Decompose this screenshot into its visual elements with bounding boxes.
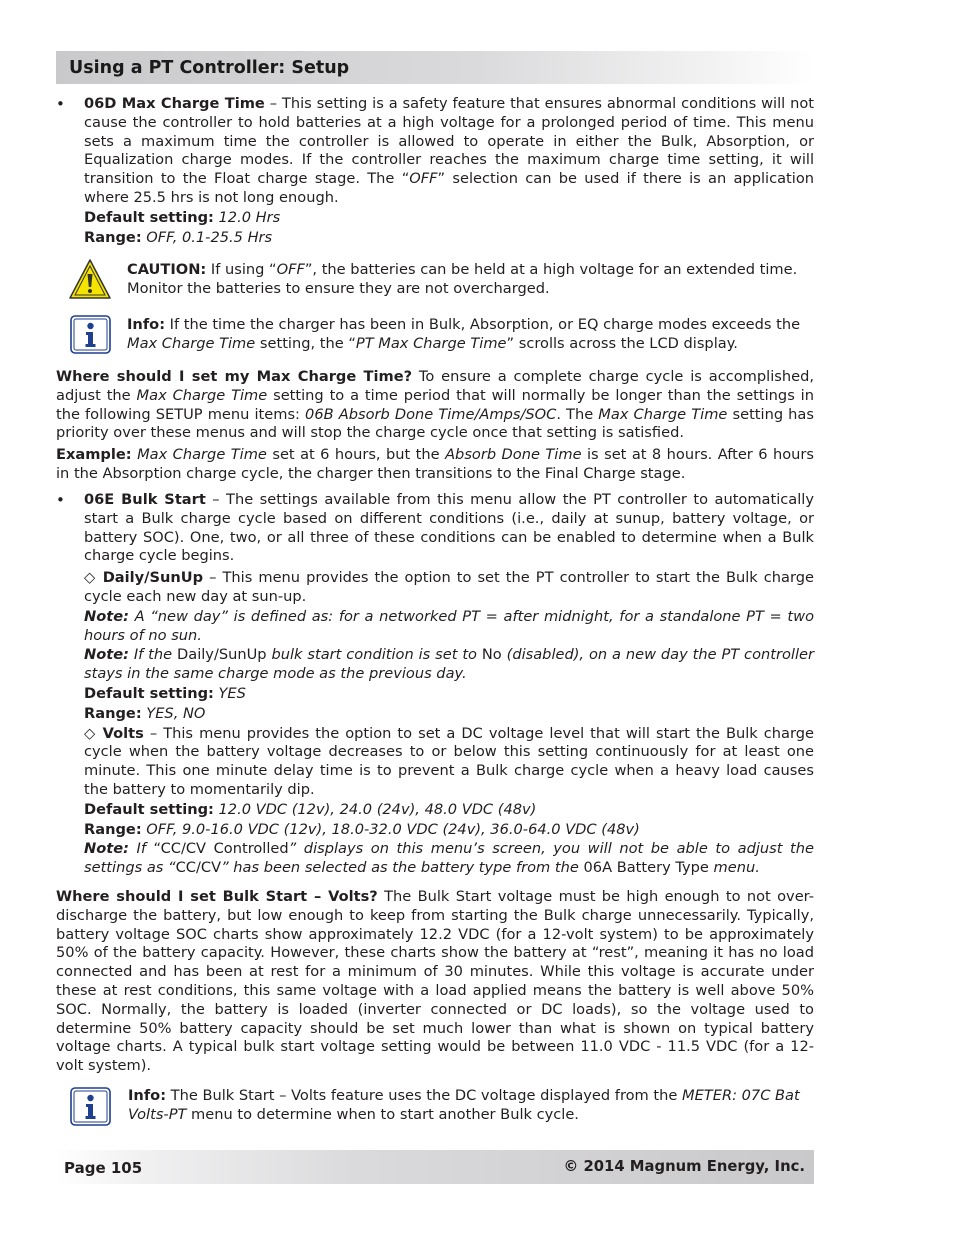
question-heading: Where should I set my Max Charge Time? bbox=[56, 368, 413, 385]
info-note-1: Info: If the time the charger has been in Bulk, Absorption, or EQ charge modes exceeds the Max Charge Time setting, the “PT Max Charge Time” scrolls across the LCD display. bbox=[127, 316, 801, 352]
sub-setting-name: Volts bbox=[102, 724, 144, 742]
range-value: OFF, 9.0-16.0 VDC (12v), 18.0-32.0 VDC (24v), 36.0-64.0 VDC (48v) bbox=[141, 820, 640, 838]
info-label: Info: bbox=[127, 316, 166, 333]
default-value: 12.0 Hrs bbox=[213, 208, 281, 226]
info-note-2: Info: The Bulk Start – Volts feature uses the DC voltage displayed from the METER: 07C Bat Volts-PT menu to determine when to start another Bulk cycle. bbox=[128, 1087, 800, 1123]
page-number: Page 105 bbox=[64, 1159, 143, 1177]
example-label: Example: bbox=[56, 446, 132, 464]
bulk-start-guidance: Where should I set Bulk Start – Volts? The Bulk Start voltage must be high enough to not over-discharge the battery, but low enough to keep from starting the Bulk charge unnecessarily. Typically, battery voltage SOC charts show approximately 12.2 VDC (for a 12-volt system) to be approximately 50% of the battery capacity. However, these charts show the battery at “rest”, meaning it has no load connected and has been at rest for a minimum of 30 minutes. While this voltage is accurate under these at rest conditions, this same voltage with a load applied means the battery is well above 50% SOC. Normally, the battery is loaded (inverter connected or DC loads), so the voltage used to determine 50% battery capacity should be set much lower than what is shown on typical battery voltage charts. A typical bulk start voltage setting would be between 11.0 VDC - 11.5 VDC (for a 12-volt system). bbox=[56, 888, 815, 1075]
sub-setting-name: Daily/SunUp bbox=[102, 569, 204, 587]
range-value: YES, NO bbox=[141, 704, 206, 722]
section-06d: 06D Max Charge Time – This setting is a safety feature that ensures abnormal conditions will not cause the controller to hold batteries at a high voltage for a prolonged period of time. This menu sets a maximum time the controller is allowed to operate in either the Bulk, Absorption, or Equalization charge modes. If the controller reaches the maximum charge time setting, it will transition to the Float charge stage. The “OFF” selection can be used if there is an application where 25.5 hrs is not long enough. Default setting: 12.0 Hrs Range: OFF, 0.1-25.5 Hrs bbox=[84, 95, 815, 246]
note-label: Note: bbox=[84, 607, 129, 625]
default-label: Default setting: bbox=[84, 208, 214, 226]
default-label: Default setting: bbox=[84, 800, 214, 818]
note-label: Note: bbox=[84, 646, 129, 664]
page-footer-bar bbox=[56, 1150, 814, 1184]
caution-note: CAUTION: If using “OFF”, the batteries can be held at a high voltage for an extended time. Monitor the batteries to ensure they are not overcharged. bbox=[127, 261, 798, 297]
default-value: YES bbox=[213, 684, 246, 702]
page-title: Using a PT Controller: Setup bbox=[69, 58, 350, 78]
page-header-bar bbox=[56, 51, 814, 84]
max-charge-guidance: Where should I set my Max Charge Time? To ensure a complete charge cycle is accomplished, adjust the Max Charge Time setting to a time period that will normally be longer than the settings in the following SETUP menu items: 06B Absorb Done Time/Amps/SOC. The Max Charge Time setting has priority over these menus and will stop the charge cycle once that setting is satisfied. Example: Max Charge Time set at 6 hours, but the Absorb Done Time is set at 8 hours. After 6 hours in the Absorption charge cycle, the charger then transitions to the Final Charge stage. bbox=[56, 368, 814, 482]
range-label: Range: bbox=[84, 704, 142, 722]
bullet-06d: • bbox=[56, 95, 65, 113]
setting-name: 06D Max Charge Time bbox=[84, 95, 265, 112]
range-label: Range: bbox=[84, 228, 142, 246]
range-label: Range: bbox=[84, 820, 142, 838]
diamond-icon: ◇ bbox=[84, 569, 103, 587]
question-heading: Where should I set Bulk Start – Volts? bbox=[56, 888, 378, 905]
range-value: OFF, 0.1-25.5 Hrs bbox=[141, 228, 273, 246]
info-label: Info: bbox=[128, 1087, 167, 1104]
bullet-06e: • bbox=[56, 491, 65, 509]
caution-label: CAUTION: bbox=[127, 261, 207, 278]
caution-triangle-icon bbox=[68, 258, 112, 300]
info-icon bbox=[70, 1087, 111, 1126]
diamond-icon: ◇ bbox=[84, 724, 103, 742]
section-06e: 06E Bulk Start – The settings available from this menu allow the PT controller to automatically start a Bulk charge cycle based on different conditions (i.e., daily at sunup, battery voltage, or battery SOC). One, two, or all three of these conditions can be enabled to determine when a Bulk charge cycle begins. ◇ Daily/SunUp – This menu provides the option to set the PT controller to start the Bulk charge cycle each new day at sun-up. Note: A “new day” is defined as: for a networked PT = after midnight, for a standalone PT = two hours of no sun. Note: If the Daily/SunUp bulk start condition is set to No (disabled), on a new day the PT controller stays in the same charge mode as the previous day. Default setting: YES Range: YES, NO ◇ Volts – This menu provides the option to set a DC voltage level that will start the Bulk charge cycle when the battery voltage decreases to or below this setting continuously for at least one minute. This one minute delay time is to prevent a Bulk charge cycle when a heavy load causes the battery to momentarily dip. Default setting: 12.0 VDC (12v), 24.0 (24v), 48.0 VDC (48v) Range: OFF, 9.0-16.0 VDC (12v), 18.0-32.0 VDC (24v), 36.0-64.0 VDC (48v) Note: If “CC/CV Controlled” displays on this menu’s screen, you will not be able to adjust the settings as “CC/CV” has been selected as the battery type from the 06A Battery Type menu. bbox=[84, 491, 815, 877]
default-value: 12.0 VDC (12v), 24.0 (24v), 48.0 VDC (48v) bbox=[213, 800, 537, 818]
copyright: © 2014 Magnum Energy, Inc. bbox=[563, 1158, 805, 1175]
note-label: Note: bbox=[84, 840, 129, 858]
default-label: Default setting: bbox=[84, 684, 214, 702]
setting-name: 06E Bulk Start bbox=[84, 491, 206, 508]
info-icon bbox=[70, 315, 111, 354]
